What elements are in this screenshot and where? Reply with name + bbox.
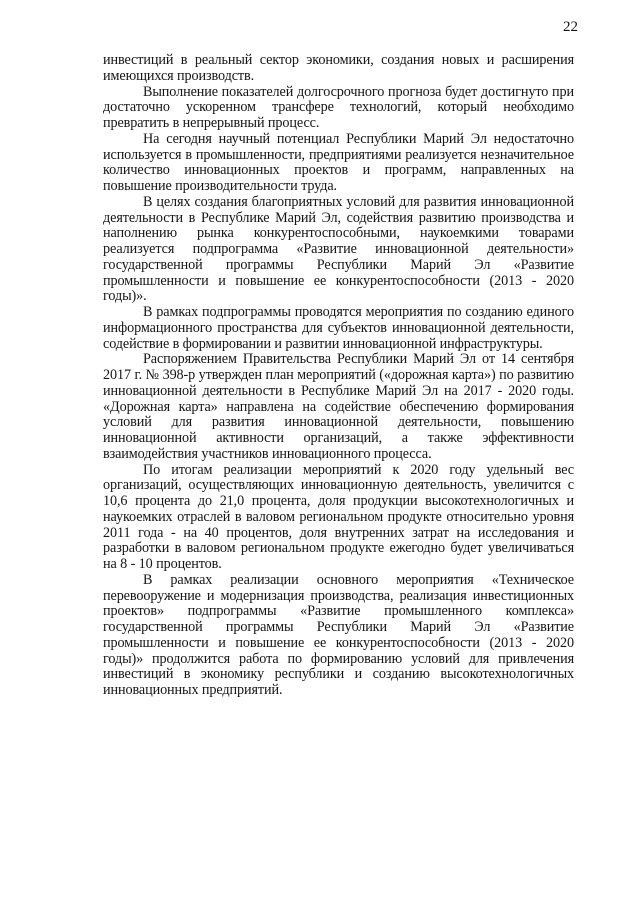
paragraph: На сегодня научный потенциал Республики Марий Эл недостаточно используется в промышленности, предприятиями реализуется незначительное количество инновационных проектов и программ, направленных на повышение производительности труда. — [103, 130, 574, 194]
paragraph: В целях создания благоприятных условий для развития инновационной деятельности в Республике Марий Эл, содействия развитию производства и наполнению рынка конкурентоспособными, наукоемкими товарами реализуется подпрограмма «Развитие инновационной деятельности» государственной программы Республики Марий Эл «Развитие промышленности и повышение ее конкурентоспособности (2013 - 2020 годы)». — [103, 193, 574, 305]
page-number: 22 — [563, 19, 578, 35]
paragraph: В рамках реализации основного мероприятия «Техническое перевооружение и модернизация производства, реализация инвестиционных проектов» подпрограммы «Развитие промышленного комплекса» государственной программы Республики Марий Эл «Развитие промышленности и повышение ее конкурентоспособности (2013 - 2020 годы)» продолжится работа по формированию условий для привлечения инвестиций в экономику республики и созданию высокотехнологичных инновационных предприятий. — [103, 571, 574, 698]
paragraph: Распоряжением Правительства Республики Марий Эл от 14 сентября 2017 г. № 398-р утвержден план мероприятий («дорожная карта») по развитию инновационной деятельности в Республике Марий Эл на 2017 - 2020 годы. «Дорожная карта» направлена на содействие обеспечению формирования условий для развития инновационной деятельности, повышению инновационной активности организаций, а также эффективности взаимодействия участников инновационного процесса. — [103, 351, 574, 462]
document-body — [103, 53, 574, 699]
paragraph: Выполнение показателей долгосрочного прогноза будет достигнуто при достаточно ускоренном трансфере технологий, который необходимо превратить в непрерывный процесс. — [103, 83, 574, 131]
paragraph: По итогам реализации мероприятий к 2020 году удельный вес организаций, осуществляющих инновационную деятельность, увеличится с 10,6 процента до 21,0 процента, доля продукции высокотехнологичных и наукоемких отраслей в валовом региональном продукте относительно уровня 2011 года - на 40 процентов, доля внутренних затрат на исследования и разработки в валовом региональном продукте ежегодно будет увеличиваться на 8 - 10 процентов. — [103, 461, 574, 572]
paragraph: В рамках подпрограммы проводятся мероприятия по созданию единого информационного пространства для субъектов инновационной деятельности, содействие в формировании и развитии инновационной инфраструктуры. — [103, 304, 574, 352]
paragraph-continuation: инвестиций в реальный сектор экономики, создания новых и расширения имеющихся производств. — [103, 52, 574, 84]
